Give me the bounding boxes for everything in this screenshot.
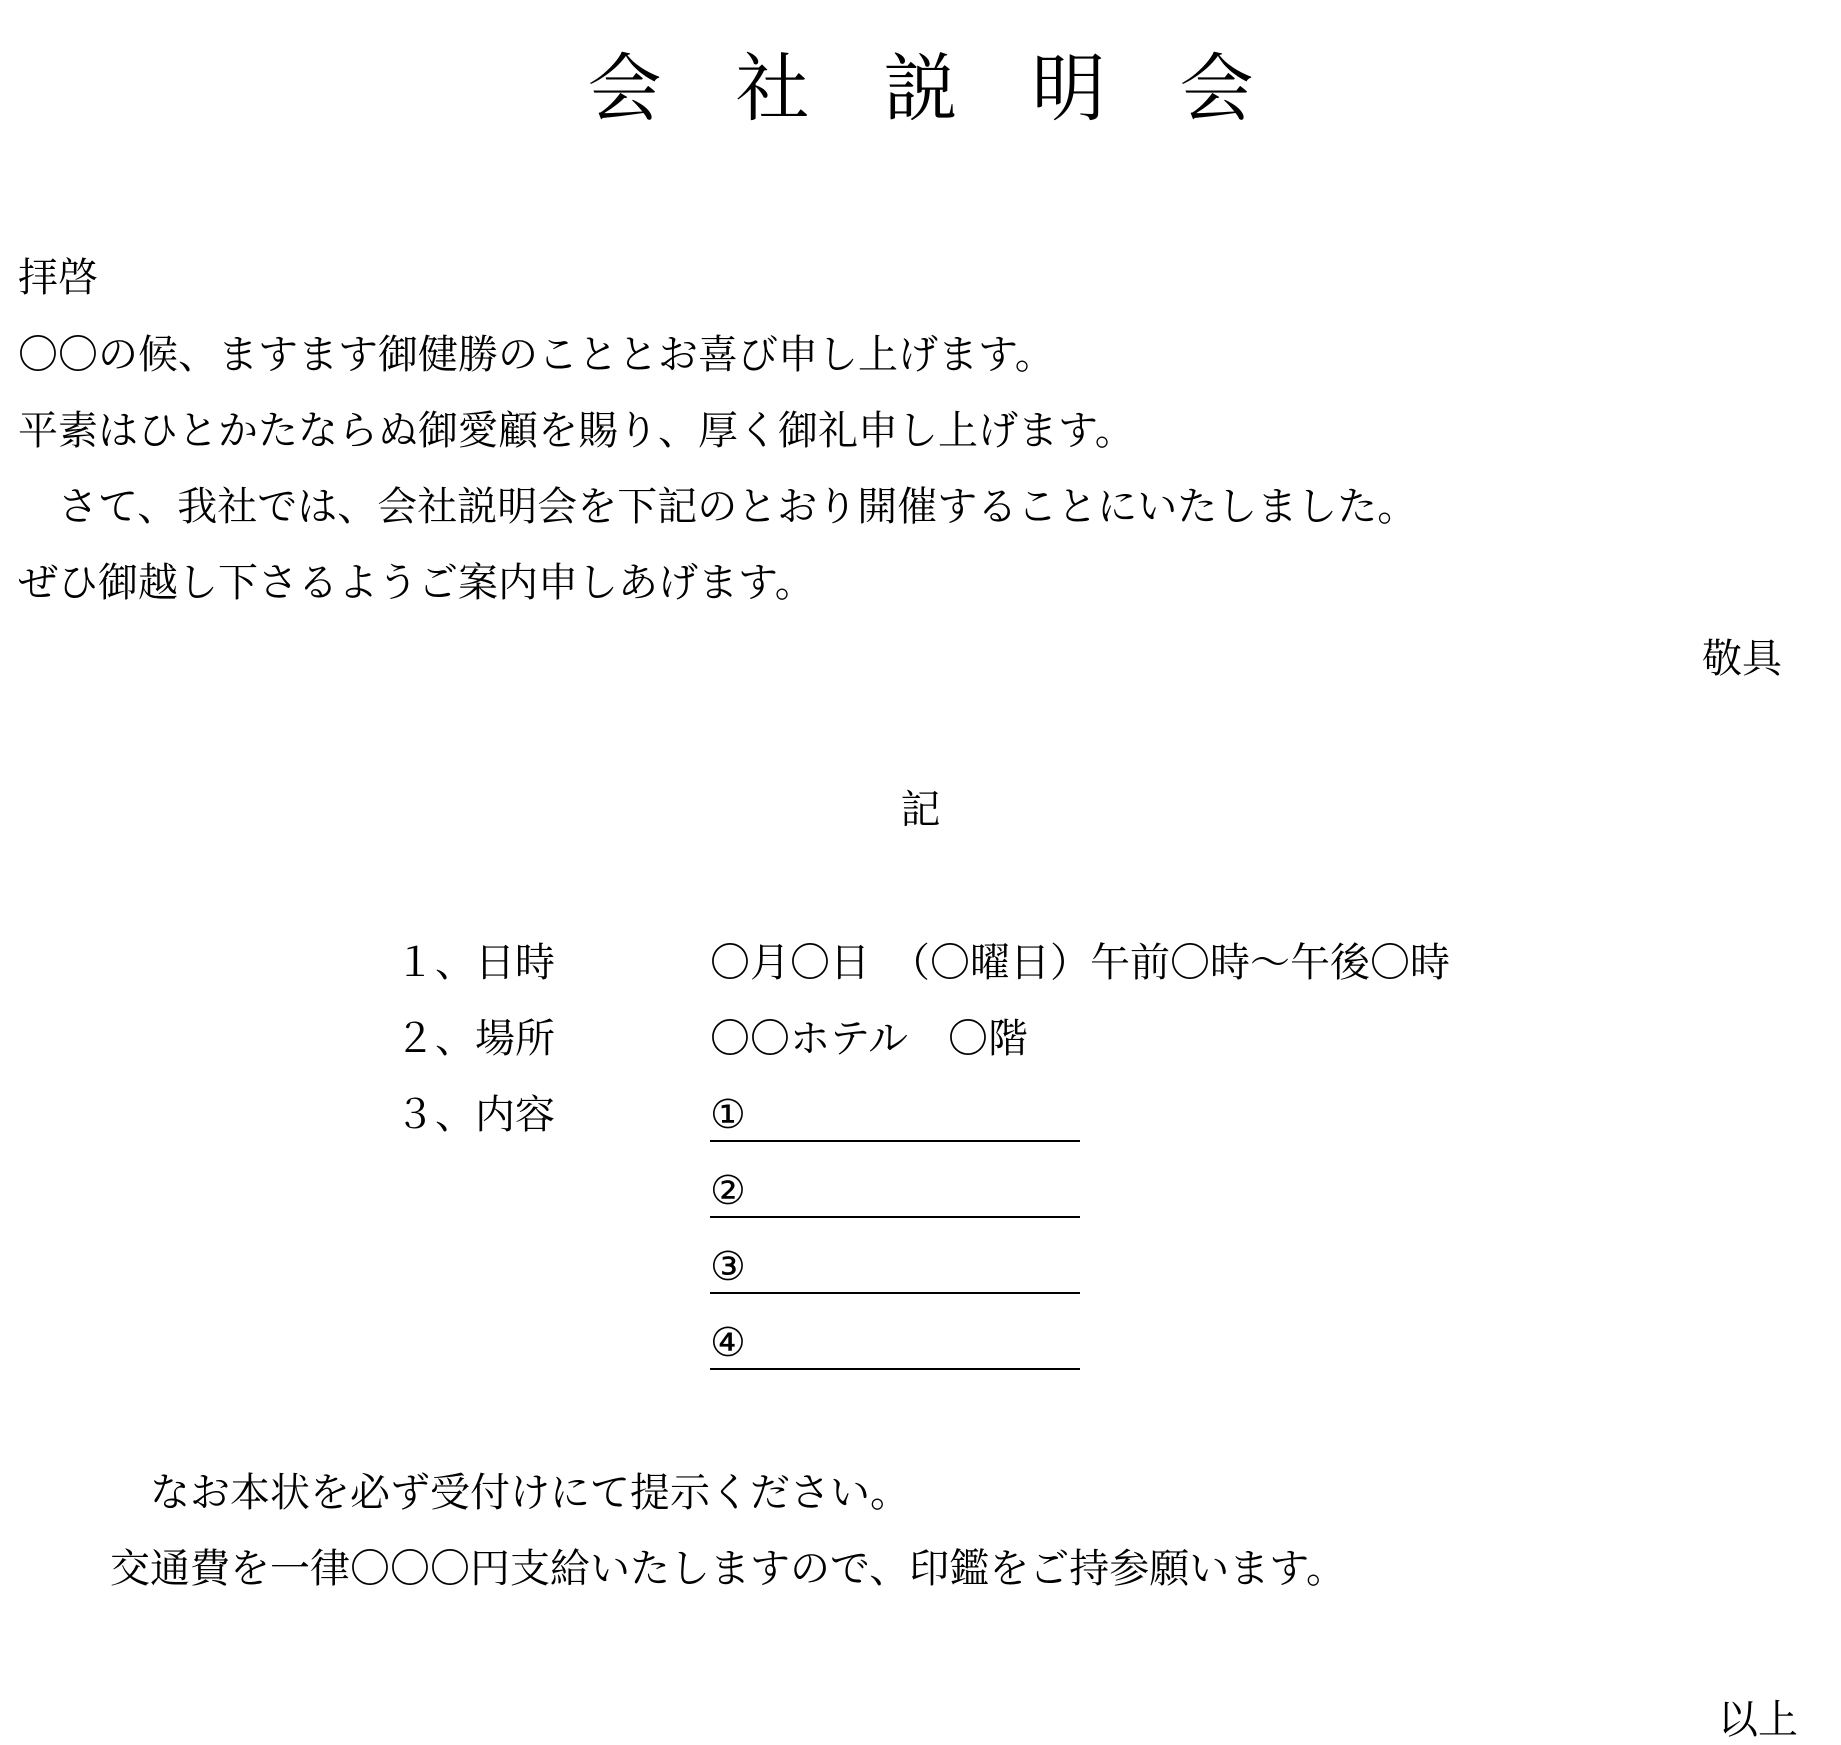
content-blank-line: ③ (710, 1242, 1080, 1294)
body-line: ぜひ御越し下さるようご案内申しあげます。 (18, 560, 815, 606)
item-value-datetime: 〇月〇日 （〇曜日）午前〇時～午後〇時 (710, 940, 1450, 986)
content-blank-line: ④ (710, 1318, 1080, 1370)
content-blank-line: ② (710, 1166, 1080, 1218)
body-line: 平素はひとかたならぬ御愛顧を賜り、厚く御礼申し上げます。 (18, 408, 1135, 454)
body-line: さて、我社では、会社説明会を下記のとおり開催することにいたしました。 (18, 484, 1418, 530)
note-line: なお本状を必ず受付けにて提示ください。 (110, 1470, 910, 1516)
item-label-content: ３、内容 (395, 1092, 555, 1138)
document-title: 会 社 説 明 会 (587, 46, 1254, 132)
item-label-place: ２、場所 (395, 1016, 555, 1062)
content-blank-line: ① (710, 1090, 1080, 1142)
note-line: 交通費を一律〇〇〇円支給いたしますので、印鑑をご持参願います。 (110, 1546, 1346, 1592)
ki-heading: 記 (900, 787, 941, 833)
item-value-place: 〇〇ホテル 〇階 (710, 1016, 1028, 1062)
item-label-datetime: １、日時 (395, 940, 555, 986)
salutation-close: 敬具 (1702, 636, 1782, 682)
salutation-open: 拝啓 (18, 255, 98, 301)
closing-word: 以上 (1718, 1697, 1798, 1743)
body-line: 〇〇の候、ますます御健勝のこととお喜び申し上げます。 (18, 332, 1055, 378)
